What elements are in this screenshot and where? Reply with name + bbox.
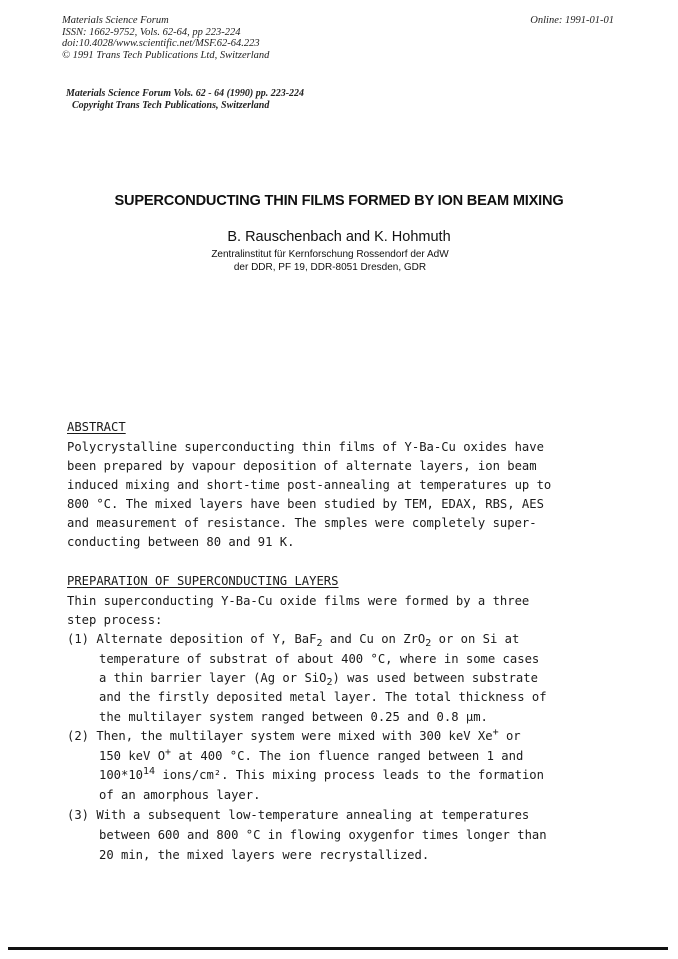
affiliation	[160, 249, 500, 274]
step-1-line: temperature of substrat of about 400 °C, where in some cases	[99, 652, 540, 666]
step-1-line: and the firstly deposited metal layer. The total thickness of	[99, 690, 547, 704]
paper-title: SUPERCONDUCTING THIN FILMS FORMED BY ION BEAM MIXING	[114, 193, 564, 209]
series-line: Materials Science Forum Vols. 62 - 64 (1990) pp. 223-224	[66, 88, 305, 99]
step-2-line: of an amorphous layer.	[99, 788, 261, 802]
step-1-line: the multilayer system ranged between 0.25 and 0.8 µm.	[99, 710, 488, 724]
doi-line: doi:10.4028/www.scientific.net/MSF.62-64.223	[62, 38, 260, 49]
step-3-line: between 600 and 800 °C in flowing oxygenfor times longer than	[99, 828, 547, 842]
affiliation-line: der DDR, PF 19, DDR-8051 Dresden, GDR	[233, 261, 427, 273]
abstract-line: Polycrystalline superconducting thin films of Y-Ba-Cu oxides have	[67, 440, 544, 454]
abstract-heading: ABSTRACT	[67, 420, 126, 434]
issn-line: ISSN: 1662-9752, Vols. 62-64, pp 223-224	[62, 26, 241, 38]
step-1-line: a thin barrier layer (Ag or SiO$_2$) was used between substrate	[99, 671, 538, 688]
step-1-line: (1) Alternate deposition of Y, BaF$_2$ and Cu on ZrO$_2$ or on Si at	[67, 632, 520, 649]
preparation-heading: PREPARATION OF SUPERCONDUCTING LAYERS	[67, 574, 339, 588]
page-bottom-rule	[8, 947, 668, 950]
online-date: Online: 1991-01-01	[530, 15, 614, 26]
copyright-line: © 1991 Trans Tech Publications Ltd, Switzerland	[62, 49, 270, 61]
publication-metadata	[62, 15, 269, 61]
step-2-line: (2) Then, the multilayer system were mixed with 300 keV Xe+ or	[67, 727, 521, 743]
abstract-line: conducting between 80 and 91 K.	[67, 535, 295, 549]
preparation-line: Thin superconducting Y-Ba-Cu oxide films were formed by a three	[67, 594, 530, 608]
step-2-line: $100*10^{14}$ ions/cm². This mixing process leads to the formation	[99, 766, 544, 782]
paper-authors: B. Rauschenbach and K. Hohmuth	[227, 229, 451, 245]
abstract-line: been prepared by vapour deposition of alternate layers, ion beam	[67, 459, 537, 473]
journal-name: Materials Science Forum	[62, 15, 169, 26]
step-2-line: 150 keV O+ at 400 °C. The ion fluence ranged between 1 and	[99, 747, 524, 763]
affiliation-line: Zentralinstitut für Kernforschung Rossendorf der AdW	[211, 249, 449, 260]
series-copyright: Copyright Trans Tech Publications, Switzerland	[72, 100, 270, 111]
step-3-line: 20 min, the mixed layers were recrystallized.	[99, 848, 430, 862]
abstract-line: 800 °C. The mixed layers have been studied by TEM, EDAX, RBS, AES	[67, 497, 544, 511]
abstract-line: induced mixing and short-time post-annealing at temperatures up to	[67, 478, 552, 492]
step-3-line: (3) With a subsequent low-temperature annealing at temperatures	[67, 808, 530, 822]
series-notice	[66, 88, 304, 112]
abstract-line: and measurement of resistance. The smples were completely super-	[67, 516, 537, 530]
preparation-line: step process:	[67, 613, 163, 627]
